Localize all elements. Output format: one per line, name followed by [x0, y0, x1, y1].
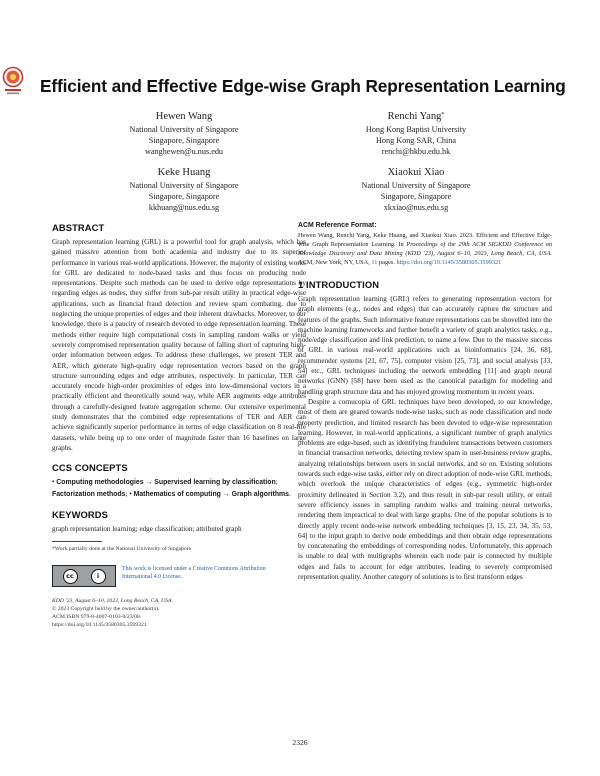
cc-license-logo[interactable]: [52, 565, 116, 587]
author-email: renchi@hkbu.edu.hk: [381, 147, 451, 156]
author-location: Singapore, Singapore: [148, 192, 220, 201]
author-affiliation: National University of Singapore: [361, 181, 471, 190]
reference-format-text: Hewen Wang, Renchi Yang, Keke Huang, and Xiaokui Xiao. 2023. Efficient and Effective Edge-wise Graph Representation Learning. In Proceedings of the 29th ACM SIGKDD Conference on Knowledge Discovery and Data Mining (KDD '23), August 6–10, 2023, Long Beach, CA, USA. ACM, New York, NY, USA, 11 pages. https://doi.org/10.1145/3580305.3599321: [298, 232, 552, 266]
abstract-text: Graph representation learning (GRL) is a powerful tool for graph analysis, which has gained massive attention from both academia and industry due to its superior performance in various real-world applications. However, the majority of existing works for GRL are dedicated to node-based tasks and thus focus on producing node representations. Despite such methods can be used to derive edge representations by regarding edges as nodes, they suffer from sub-par result utility in practical edge-wise applications, such as financial fraud detection and review spam combating, due to neglecting the unique properties of edges and their inherent drawbacks. Moreover, to our knowledge, there is a paucity of research devoted to edge representation learning. These methods either require high computational costs in sampling random walks or yield severely compromised representation quality because of falling short of capturing high-order information between edges. To address these challenges, we present TER and AER, which generate high-quality edge representation vectors based on the graph structure surrounding edges and edge attributes, respectively. In particular, TER can accurately encode high-order proximities of edges into low-dimensional vectors in a practically efficient and theoretically sound way, while AER augments edge attributes through a carefully-designed feature aggregation scheme. Our extensive experimental study demonstrates that the combined edge representations of TER and AER can achieve significantly superior performance in terms of edge classification on 8 real-life datasets, while being up to one order of magnitude faster than 16 baselines on large graphs.: [52, 238, 306, 452]
intro-paragraph: Graph representation learning (GRL) refers to generating representation vectors for graph elements (e.g., nodes and edges) that can accurately capture the structure and features of the graphs. Such informative feature representations can be shovelled into the machine learning frameworks and further benefit a variety of graph analytics tasks, e.g., node/edge classification and link prediction, to name a few. Due to the massive success of GRL in various real-world applications such as bioinformatics [24, 36, 68], recommender systems [21, 67, 75], computer vision [25, 73], and social analysis [33, 54] etc., GRL techniques including the network embedding [11] and graph neural networks (GNN) [58] have been used as the canonical paradigm for modeling and handling graph structure data and has enjoyed growing momentum in recent years.: [298, 295, 552, 396]
abstract-heading: ABSTRACT: [52, 222, 105, 233]
author-email: wanghewen@u.nus.edu: [144, 147, 224, 156]
doi-link[interactable]: https://doi.org/10.1145/3580305.3599321: [52, 622, 147, 629]
author-footnote: *Work partially done at the National University of Singapore: [52, 546, 192, 553]
author-block: [296, 110, 536, 157]
author-email: xkxiao@nus.edu.sg: [383, 203, 449, 212]
author-block: [64, 166, 304, 213]
artifact-badge-icon: [1, 66, 25, 96]
author-location: Hong Kong SAR, China: [375, 136, 457, 145]
author-location: Singapore, Singapore: [380, 192, 452, 201]
author-block: [64, 110, 304, 157]
author-name: Hewen Wang: [155, 111, 213, 122]
author-affiliation: National University of Singapore: [129, 125, 239, 134]
ccs-item: Mathematics of computing → Graph algorithms: [133, 490, 290, 498]
keywords-text: graph representation learning; edge classification; attributed graph: [52, 524, 242, 533]
pages-link[interactable]: 11: [371, 259, 378, 266]
cc-icon: cc: [63, 569, 78, 584]
author-name: Renchi Yang*: [387, 111, 445, 122]
intro-paragraph: Despite a cornucopia of GRL techniques have been developed, to our knowledge, most of them are geared towards node-wise tasks, such as node classification and node property prediction, and limited research has been devoted to edge-wise representation learning. However, in real-world applications, a significant number of graph analytics problems are edge-based, such as identifying fraudulent transactions between customers in financial transaction networks, detecting review spam in user-business review graphs, analyzing relationships between users in social networks, and so on. Existing solutions towards such edge-wise tasks, either rely on direct adoption of node-wise GRL methods, which overlook the unique characteristics of edges (e.g., symmetric high-order proximity delineated in Section 3.2), and thus result in sub-par result utility, or entail severe efficiency issues in sampling random walks and training neural networks, rendering them impractical to deal with large graphs. One of the popular solutions is to directly apply recent node-wise network embedding techniques [3, 15, 23, 34, 35, 53, 64] to the input graph to derive node embeddings and then obtain edge representations by concatenating the embeddings of corresponding nodes. Unfortunately, this approach is unable to deal with multigraphs wherein each node pair is connected by multiple edges and fails to account for edge attributes, leading to severely compromised representation quality. Another category of solutions is to first transform edges: [298, 397, 552, 582]
page-number: 2326: [292, 738, 308, 747]
left-column: [52, 222, 306, 629]
copyright-line: © 2023 Copyright held by the owner/author(s).: [52, 606, 160, 613]
ccs-heading: CCS CONCEPTS: [52, 462, 128, 474]
right-column: [298, 222, 552, 582]
footnote-rule: [52, 541, 102, 542]
author-footnote-mark: *: [441, 112, 445, 118]
author-name: Xiaokui Xiao: [387, 167, 445, 178]
ccs-concepts: • Computing methodologies → Supervised learning by classification; Factorization methods; • Mathematics of computing → Graph algorithms.: [52, 478, 291, 498]
keywords-heading: KEYWORDS: [52, 508, 109, 520]
publication-info: [52, 597, 306, 629]
introduction-heading: 1 INTRODUCTION: [298, 279, 380, 290]
conference-line: KDD '23, August 6–10, 2023, Long Beach, CA, USA.: [52, 598, 173, 605]
ccs-item: Computing methodologies → Supervised learning by classification: [56, 479, 276, 487]
license-link[interactable]: This work is licensed under a Creative Commons Attribution International 4.0 License.: [122, 566, 266, 581]
reference-format-heading: ACM Reference Format:: [298, 222, 377, 229]
reference-doi-link[interactable]: https://doi.org/10.1145/3580305.3599321: [396, 259, 502, 266]
author-name: Keke Huang: [157, 167, 211, 178]
isbn-line: ACM ISBN 979-8-4007-0103-0/23/08.: [52, 614, 142, 621]
author-location: Singapore, Singapore: [148, 136, 220, 145]
ccs-item: Factorization methods: [52, 490, 126, 498]
author-affiliation: National University of Singapore: [129, 181, 239, 190]
author-email: kkhuang@nus.edu.sg: [148, 203, 220, 212]
by-attribution-icon: i: [91, 569, 106, 584]
author-affiliation: Hong Kong Baptist University: [365, 125, 467, 134]
paper-title: Efficient and Effective Edge-wise Graph Representation Learning: [40, 76, 566, 96]
author-block: [296, 166, 536, 213]
license-block: [52, 565, 306, 587]
